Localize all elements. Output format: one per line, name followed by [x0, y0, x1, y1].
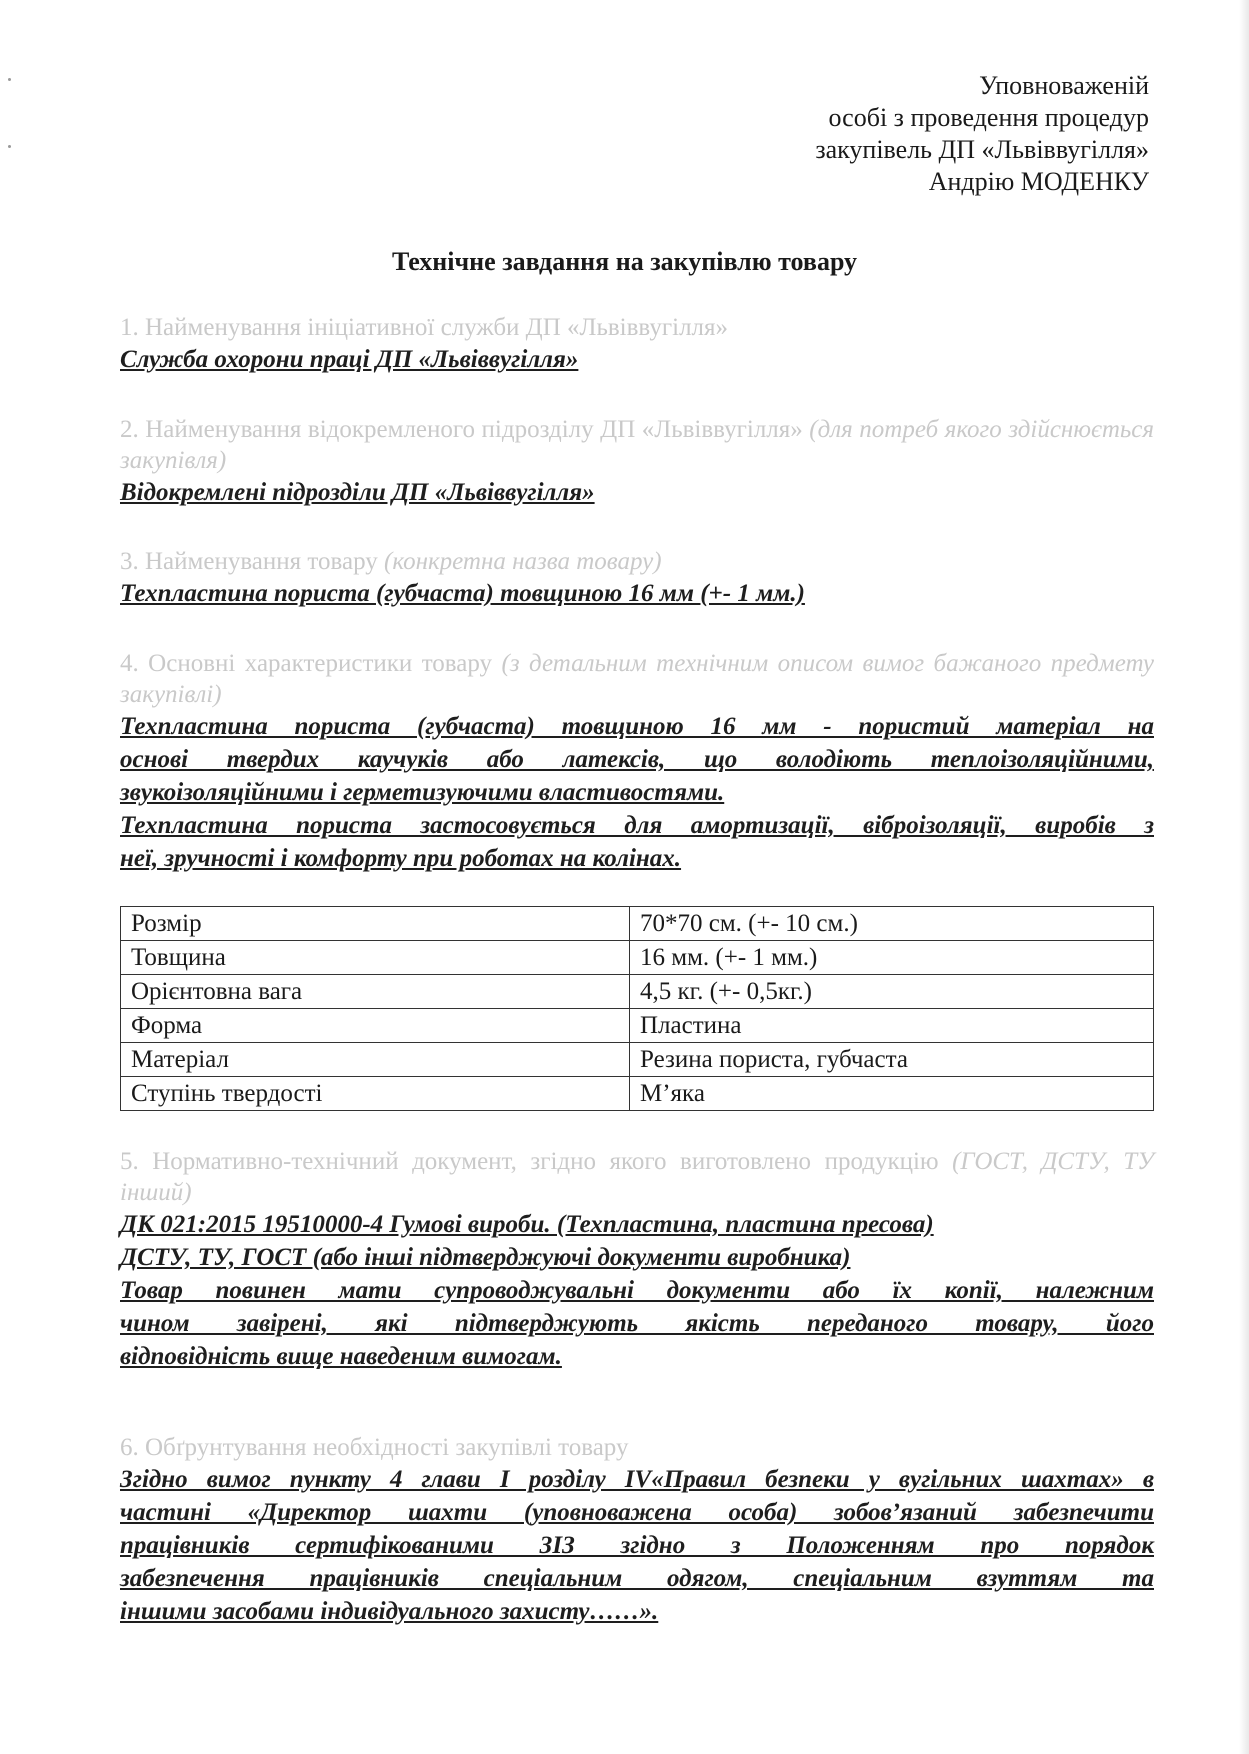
section-label: [120, 648, 1154, 710]
section-hint: (ГОСТ, ДСТУ, ТУ інший): [120, 1148, 1154, 1206]
addressee-line: закупівель ДП «Львіввугілля»: [815, 135, 1149, 164]
section-label-text: 5. Нормативно-технічний документ, згідно якого виготовлено продукцію: [120, 1148, 939, 1175]
scan-speck: [8, 145, 11, 148]
description-line: забезпечення працівників спеціальним одягом, спеціальним взуттям та: [120, 1565, 1154, 1592]
table-row: [121, 1043, 1154, 1077]
section-hint: (для потреб якого здійснюється закупівля): [120, 416, 1155, 474]
addressee-line: Андрію МОДЕНКУ: [928, 167, 1149, 196]
section-label: 6. Обґрунтування необхідності закупівлі товару: [120, 1434, 629, 1461]
section-hint: (конкретна назва товару): [384, 548, 662, 575]
table-row: [121, 941, 1154, 975]
section-label-text: 4. Основні характеристики товару: [120, 650, 493, 677]
answer-line: ДСТУ, ТУ, ГОСТ (або інші підтверджуючі документи виробника): [120, 1244, 851, 1271]
description-line: працівників сертифікованими ЗІЗ згідно з Положенням про порядок: [120, 1532, 1154, 1559]
addressee-block: [815, 70, 1149, 198]
section-5: [120, 1146, 1154, 1373]
scan-speck: [8, 78, 11, 81]
description-line: основі твердих каучуків або латексів, що володіють теплоізоляційними,: [120, 746, 1154, 773]
description-line: іншими засобами індивідуального захисту……».: [120, 1598, 659, 1625]
section-label: [120, 414, 1154, 476]
table-row: [121, 1077, 1154, 1111]
description-line: Техпластина пориста застосовується для амортизації, віброізоляції, виробів з: [120, 812, 1154, 839]
table-row: [121, 975, 1154, 1009]
description-line: частині «Директор шахти (уповноважена особа) зобов’язаний забезпечити: [120, 1499, 1154, 1526]
section-4: [120, 648, 1154, 875]
description-line: Техпластина пориста (губчаста) товщиною 16 мм - пористий матеріал на: [120, 713, 1154, 740]
spec-key: Орієнтовна вага: [121, 975, 630, 1009]
description-line: Товар повинен мати супроводжувальні документи або їх копії, належним: [120, 1277, 1154, 1304]
description-line: відповідність вище наведеним вимогам.: [120, 1343, 562, 1370]
section-description: [120, 710, 1154, 875]
answer-line: ДК 021:2015 19510000-4 Гумові вироби. (Техпластина, пластина пресова): [120, 1211, 934, 1238]
specs-table: [120, 906, 1154, 1111]
addressee-line: особі з проведення процедур: [828, 103, 1149, 132]
section-label: [120, 546, 1154, 577]
section-1: [120, 312, 1154, 376]
spec-value: М’яка: [630, 1077, 1154, 1111]
section-hint: (з детальним технічним описом вимог бажаного предмету закупівлі): [120, 650, 1155, 708]
section-label-text: 3. Найменування товару: [120, 548, 378, 575]
section-answer: [120, 1208, 1154, 1274]
section-answer: Служба охорони праці ДП «Львіввугілля»: [120, 346, 579, 373]
spec-key: Матеріал: [121, 1043, 630, 1077]
table-row: [121, 907, 1154, 941]
spec-key: Форма: [121, 1009, 630, 1043]
spec-key: Ступінь твердості: [121, 1077, 630, 1111]
description-line: неї, зручності і комфорту при роботах на колінах.: [120, 845, 682, 872]
addressee-line: Уповноваженій: [979, 71, 1149, 100]
section-label-text: 2. Найменування відокремленого підрозділу ДП «Львіввугілля»: [120, 416, 803, 443]
section-description: [120, 1274, 1154, 1373]
section-2: [120, 414, 1154, 509]
description-line: звукоізоляційними і герметизуючими властивостями.: [120, 779, 725, 806]
section-answer: Відокремлені підрозділи ДП «Львіввугілля»: [120, 479, 595, 506]
section-answer: Техпластина пориста (губчаста) товщиною 16 мм (+- 1 мм.): [120, 580, 805, 607]
section-description: [120, 1463, 1154, 1628]
section-label: 1. Найменування ініціативної служби ДП «Львіввугілля»: [120, 314, 729, 341]
section-3: [120, 546, 1154, 610]
spec-value: 16 мм. (+- 1 мм.): [630, 941, 1154, 975]
document-title: Технічне завдання на закупівлю товару: [391, 247, 858, 276]
section-6: [120, 1432, 1154, 1628]
table-row: [121, 1009, 1154, 1043]
description-line: чином завірені, які підтверджують якість переданого товару, його: [120, 1310, 1154, 1337]
spec-key: Розмір: [121, 907, 630, 941]
description-line: Згідно вимог пункту 4 глави І розділу IV«Правил безпеки у вугільних шахтах» в: [120, 1466, 1154, 1493]
spec-value: 4,5 кг. (+- 0,5кг.): [630, 975, 1154, 1009]
spec-value: Резина пориста, губчаста: [630, 1043, 1154, 1077]
spec-key: Товщина: [121, 941, 630, 975]
spec-value: Пластина: [630, 1009, 1154, 1043]
spec-value: 70*70 см. (+- 10 см.): [630, 907, 1154, 941]
section-label: [120, 1146, 1154, 1208]
